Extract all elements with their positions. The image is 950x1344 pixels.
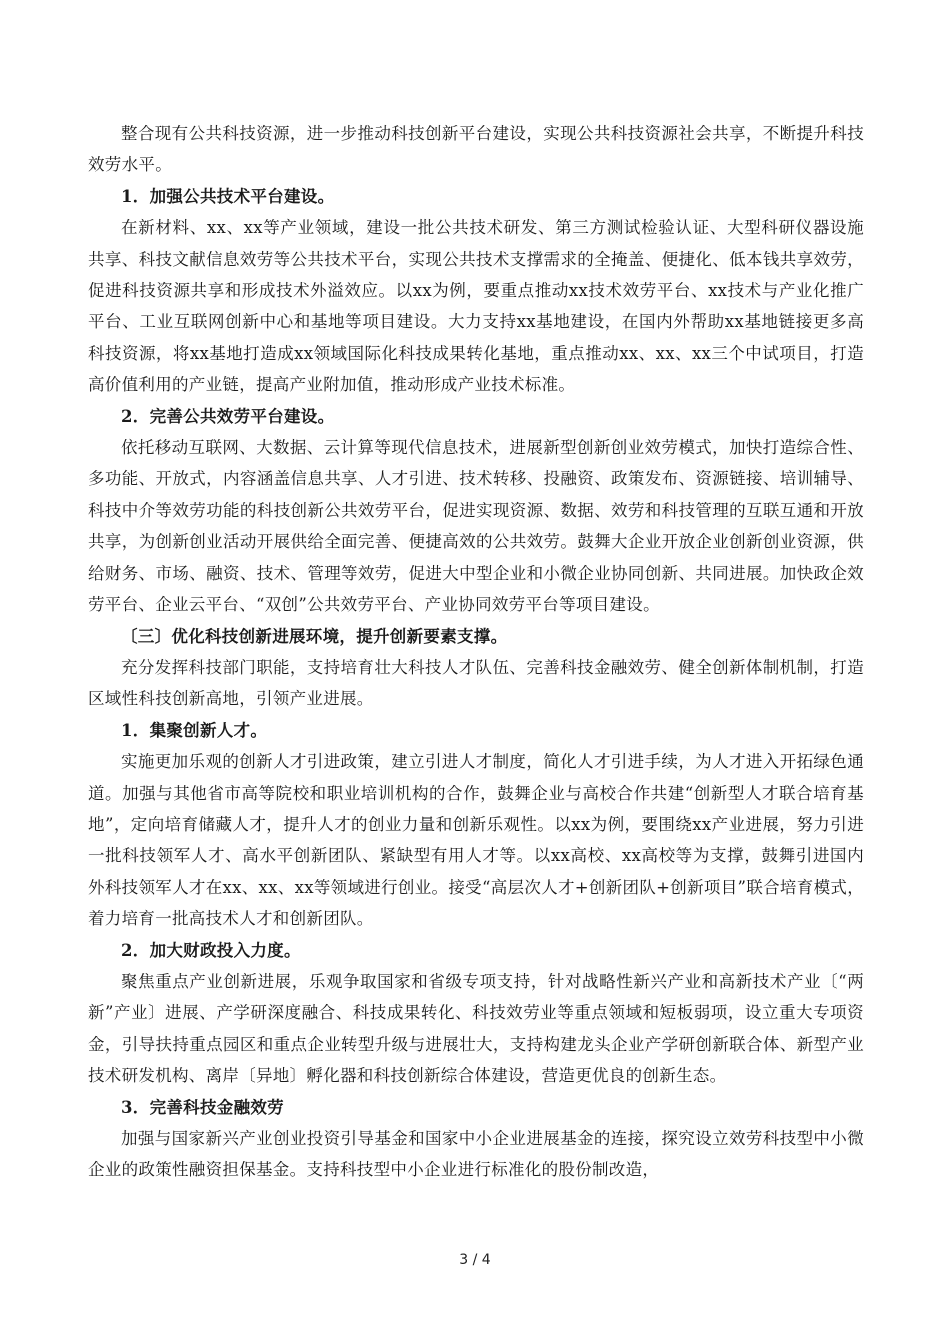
document-body — [88, 118, 864, 1186]
heading-public-tech-platform: 1．加强公共技术平台建设。 — [121, 186, 335, 206]
heading-public-service-platform: 2．完善公共效劳平台建设。 — [121, 406, 335, 426]
paragraph-fiscal-investment: 聚焦重点产业创新进展，乐观争取国家和省级专项支持，针对战略性新兴产业和高新技术产业〔“两新”产业〕进展、产学研深度融合、科技成果转化、科技效劳业等重点领域和短板弱项，设立重大专项资金，引导扶持重点园区和重点企业转型升级与进展壮大，支持构建龙头企业产学研创新联合体、新型产业技术研发机构、离岸〔异地〕孵化器和科技创新综合体建设，营造更优良的创新生态。 — [88, 971, 864, 1086]
heading-fiscal-investment: 2．加大财政投入力度。 — [121, 940, 301, 960]
paragraph-public-service-platform: 依托移动互联网、大数据、云计算等现代信息技术，进展新型创新创业效劳模式，加快打造综合性、多功能、开放式，内容涵盖信息共享、人才引进、技术转移、投融资、政策发布、资源链接、培训辅导、科技中介等效劳功能的科技创新公共效劳平台，促进实现资源、数据、效劳和科技管理的互联互通和开放共享，为创新创业活动开展供给全面完善、便捷高效的公共效劳。鼓舞大企业开放企业创新创业资源，供给财务、市场、融资、技术、管理等效劳，促进大中型企业和小微企业协同创新、共同进展。加快政企效劳平台、企业云平台、“双创”公共效劳平台、产业协同效劳平台等项目建设。 — [88, 438, 864, 615]
paragraph-gather-talent: 实施更加乐观的创新人才引进政策，建立引进人才制度，简化人才引进手续，为人才进入开拓绿色通道。加强与其他省市高等院校和职业培训机构的合作，鼓舞企业与高校合作共建“创新型人才联合培育基地”，定向培育储藏人才，提升人才的创业力量和创新乐观性。以xx为例，要围绕xx产业进展，努力引进一批科技领军人才、高水平创新团队、紧缺型有用人才等。以xx高校、xx高校等为支撑，鼓舞引进国内外科技领军人才在xx、xx、xx等领域进行创业。接受“高层次人才+创新团队+创新项目”联合培育模式，着力培育一批高技术人才和创新团队。 — [88, 752, 864, 929]
paragraph-public-tech-platform: 在新材料、xx、xx等产业领域，建设一批公共技术研发、第三方测试检验认证、大型科研仪器设施共享、科技文献信息效劳等公共技术平台，实现公共技术支撑需求的全掩盖、便捷化、低本钱共享效劳，促进科技资源共享和形成技术外溢效应。以xx为例，要重点推动xx技术效劳平台、xx技术与产业化推广平台、工业互联网创新中心和基地等项目建设。大力支持xx基地建设，在国内外帮助xx基地链接更多高科技资源，将xx基地打造成xx领域国际化科技成果转化基地，重点推动xx、xx、xx三个中试项目，打造高价值利用的产业链，提高产业附加值，推动形成产业技术标准。 — [88, 218, 864, 395]
paragraph-tech-finance: 加强与国家新兴产业创业投资引导基金和国家中小企业进展基金的连接，探究设立效劳科技型中小微企业的政策性融资担保基金。支持科技型中小企业进行标准化的股份制改造， — [88, 1129, 864, 1180]
paragraph-innovation-environment: 充分发挥科技部门职能，支持培育壮大科技人才队伍、完善科技金融效劳、健全创新体制机制，打造区域性科技创新高地，引领产业进展。 — [88, 657, 864, 709]
heading-gather-talent: 1．集聚创新人才。 — [121, 720, 268, 740]
section-heading-innovation-environment: 〔三〕优化科技创新进展环境，提升创新要素支撑。 — [121, 626, 508, 646]
paragraph-intro: 整合现有公共科技资源，进一步推动科技创新平台建设，实现公共科技资源社会共享，不断提升科技效劳水平。 — [88, 124, 864, 175]
heading-tech-finance: 3．完善科技金融效劳 — [121, 1097, 284, 1117]
page-number: 3 / 4 — [459, 1252, 491, 1268]
